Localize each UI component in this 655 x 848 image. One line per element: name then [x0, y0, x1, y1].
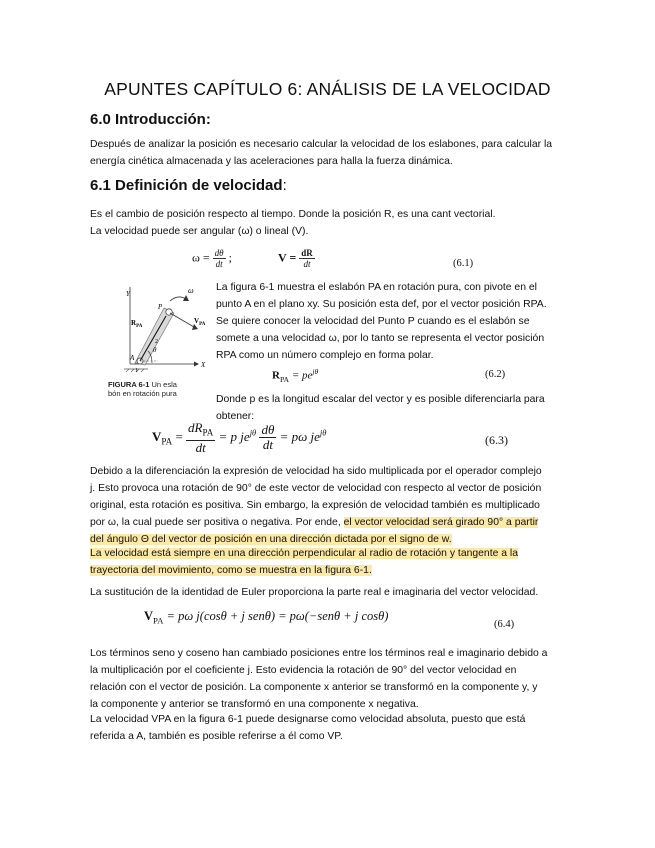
figure-label-two: 2: [155, 339, 158, 345]
eq63-fraction-2-numerator: dθ: [261, 422, 275, 438]
figure-caption-text-1: Un esla: [149, 380, 177, 389]
highlight-perpendicular-1: La velocidad está siempre en una dirección perpendicular al radio de rotación y tangente a la: [90, 548, 519, 559]
equation-6-2: [272, 367, 318, 384]
perpendicular-line-2: [90, 562, 568, 579]
sine-cosine-line-3: relación con el vector de posición. La componente x anterior se transformó en la componente y, y: [90, 682, 538, 693]
eq62-sub: PA: [279, 374, 290, 384]
differentiation-line-4-text: por ω, la cual puede ser positiva o negativa. Por ende,: [90, 517, 344, 528]
figure-label-y: Y: [126, 290, 130, 298]
figure-description-line-2: punto A en el plano xy. Su posición esta def, por el vector posición RPA.: [216, 299, 547, 310]
absolute-velocity-paragraph: [90, 711, 568, 745]
eq63-end-exponent: jθ: [319, 427, 327, 438]
figure-description-line-1: La figura 6-1 muestra el eslabón PA en rotación pura, con pivote en el: [216, 282, 537, 293]
eq64-lhs: V: [144, 609, 154, 623]
eq61-omega: ω =: [192, 250, 210, 265]
eq61-v-numerator: dR: [301, 248, 313, 258]
donde-line-2: obtener:: [216, 411, 255, 422]
eq62-rhs: = pe: [289, 369, 313, 382]
eq61-v-denominator: dt: [303, 259, 311, 269]
section-heading-definicion: [90, 177, 287, 194]
figure-caption-number: FIGURA 6-1: [108, 380, 150, 389]
definition-line-1: Es el cambio de posición respecto al tiempo. Donde la posición R, es una cant vectorial.: [90, 209, 496, 220]
figure-label-rpa: $R_{PA}$: [131, 319, 143, 329]
figure-6-1: [108, 281, 210, 373]
differentiation-line-4: [90, 514, 568, 531]
sine-cosine-line-4: la componente y anterior se transformó en una componente x negativa.: [90, 699, 419, 710]
eq62-lhs: R: [272, 369, 280, 382]
eq61-v: V =: [277, 250, 297, 265]
eq61-omega-numerator: dθ: [214, 248, 224, 258]
sine-cosine-paragraph: [90, 645, 568, 713]
eq63-middle: = p je: [218, 428, 250, 444]
eq64-number: (6.4): [494, 619, 515, 630]
figure-description-line-4: somete a una velocidad ω, por lo tanto se representa el vector posición: [216, 333, 545, 344]
euler-paragraph: La sustitución de la identidad de Euler proporciona la parte real e imaginaria del vector velocidad.: [90, 587, 539, 598]
eq63-middle-exponent: jθ: [249, 427, 257, 438]
donde-line-1: Donde p es la longitud escalar del vector y es posible diferenciarla para: [216, 394, 545, 405]
eq63-fraction-1-denominator: dt: [195, 439, 206, 455]
differentiation-line-1: Debido a la diferenciación la expresión de velocidad ha sido multiplicada por el operador complejo: [90, 466, 542, 477]
eq64-sub: PA: [153, 615, 164, 626]
figure-label-x: X: [201, 361, 206, 369]
definition-line-2: La velocidad puede ser angular (ω) o lineal (V).: [90, 226, 309, 237]
absolute-velocity-line-1: La velocidad VPA en la figura 6-1 puede designarse como velocidad absoluta, puesto que está: [90, 714, 526, 725]
equation-6-1: [192, 248, 315, 269]
link-rotation-diagram: [108, 281, 210, 373]
absolute-velocity-line-2: referida a A, también es posible referirse a él como VP.: [90, 731, 343, 742]
figure-label-vpa: $V_{PA}$: [194, 317, 206, 327]
intro-line-1: Después de analizar la posición es necesario calcular la velocidad de los eslabones, para calcular la: [90, 139, 553, 150]
figure-label-one: 1: [135, 368, 138, 373]
eq63-fraction-1-numerator: $dR_{PA}$: [186, 421, 215, 441]
eq63-fraction-2-denominator: dt: [262, 437, 273, 453]
page-title: APUNTES CAPÍTULO 6: ANÁLISIS DE LA VELOCIDAD: [104, 79, 551, 99]
eq61-separator: ;: [228, 250, 232, 265]
highlight-velocity-rotation: el vector velocidad será girado 90° a partir: [343, 517, 539, 528]
figure-description-paragraph: [216, 279, 571, 364]
eq62-number: (6.2): [485, 369, 506, 380]
eq63-equals: =: [175, 428, 183, 444]
eq63-number: (6.3): [485, 433, 508, 447]
perpendicular-line-1: [90, 545, 568, 562]
figure-label-theta: θ: [153, 346, 157, 354]
figure-description-line-3: Se quiere conocer la velocidad del Punto P cuando es el eslabón se: [216, 316, 530, 327]
definicion-heading-colon: :: [282, 177, 287, 194]
eq64-rhs: = pω j(cosθ + j senθ) = pω(−senθ + j cosθ): [163, 609, 389, 623]
eq61-number: (6.1): [453, 258, 474, 269]
donde-paragraph: [216, 391, 586, 425]
figure-caption: [108, 380, 212, 398]
intro-line-2: energía cinética almacenada y las aceleraciones para halla la fuerza dinámica.: [90, 156, 453, 167]
definicion-heading-text: 6.1 Definición de velocidad: [90, 177, 283, 194]
highlight-perpendicular-2: trayectoria del movimiento, como se muestra en la figura 6-1.: [90, 565, 372, 576]
sine-cosine-line-2: la multiplicación por el coeficiente j. Esto evidencia la rotación de 90° del vector velocidad en: [90, 665, 517, 676]
section-heading-introduccion: 6.0 Introducción:: [90, 111, 211, 128]
figure-label-omega: ω: [188, 286, 194, 295]
differentiation-line-2: j. Esto provoca una rotación de 90° de este vector de velocidad con respecto al vector de posición: [90, 483, 542, 494]
eq63-lhs: V: [152, 428, 162, 444]
eq63-sub: PA: [161, 436, 173, 447]
eq62-exponent: jθ: [312, 367, 319, 376]
eq61-omega-denominator: dt: [215, 259, 223, 269]
intro-paragraph: [90, 136, 568, 170]
definition-paragraph: [90, 206, 568, 240]
figure-label-a: A: [130, 354, 135, 362]
figure-label-p: P: [158, 303, 163, 311]
figure-caption-text-2: bón en rotación pura: [108, 389, 177, 398]
differentiation-line-3: original, esta rotación es positiva. Sin embargo, la expresión de velocidad también es multiplicado: [90, 500, 540, 511]
sine-cosine-line-1: Los términos seno y coseno han cambiado posiciones entre los términos real e imaginario debido a: [90, 648, 548, 659]
equation-6-4: [144, 609, 388, 626]
equation-6-3: [152, 421, 326, 455]
differentiation-paragraph: [90, 463, 568, 548]
figure-description-line-5: RPA como un número complejo en forma polar.: [216, 350, 434, 361]
highlight-velocity-rotation-cont: del ángulo Θ del vector de posición en una dirección dictada por el signo de w.: [90, 534, 452, 545]
eq63-end: = pω je: [279, 428, 320, 444]
perpendicular-paragraph: [90, 545, 568, 579]
